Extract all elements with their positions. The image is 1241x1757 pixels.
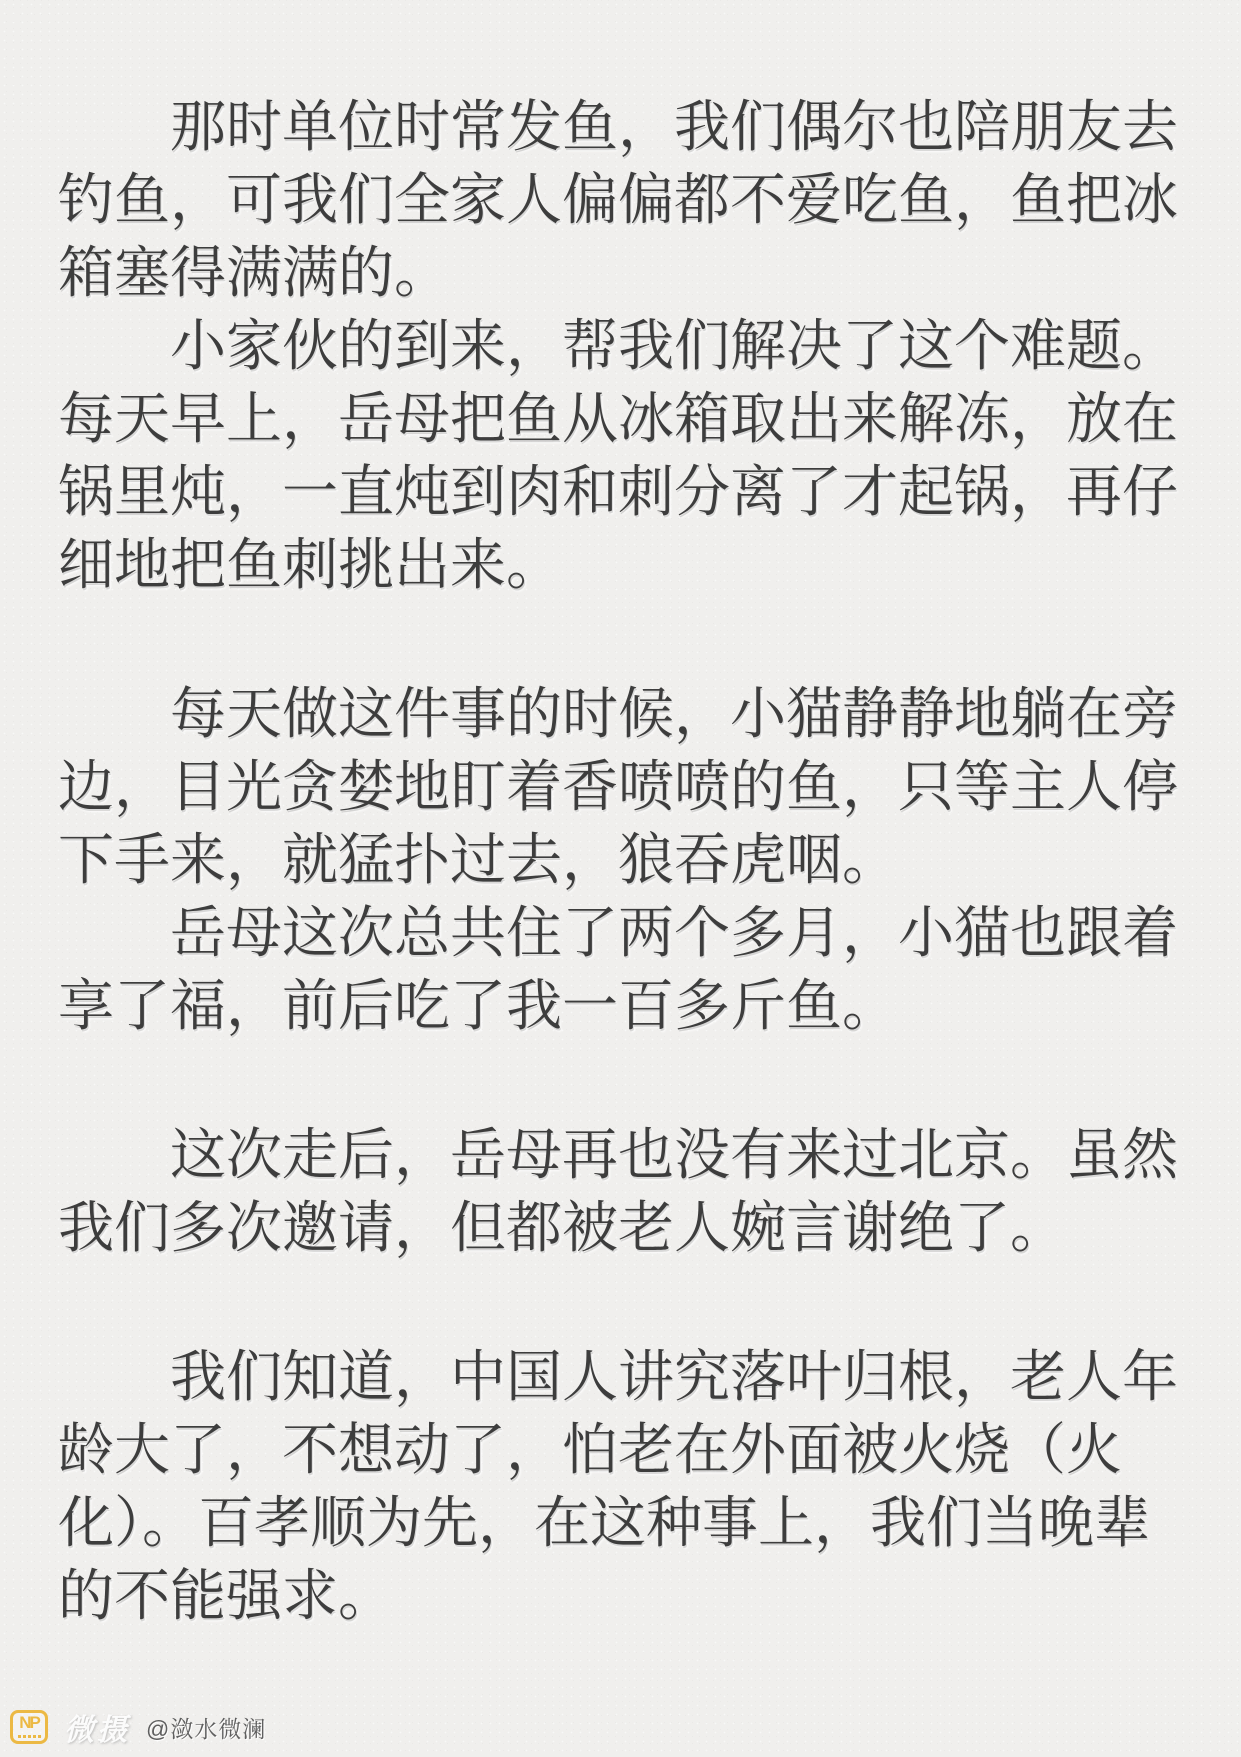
text-section-2 bbox=[58, 677, 1183, 1042]
paragraph: 小家伙的到来，帮我们解决了这个难题。每天早上，岳母把鱼从冰箱取出来解冻，放在锅里炖，一直炖到肉和刺分离了才起锅，再仔细地把鱼刺挑出来。 bbox=[58, 314, 1178, 596]
paragraph: 每天做这件事的时候，小猫静静地躺在旁边，目光贪婪地盯着香喷喷的鱼，只等主人停下手来，就猛扑过去，狼吞虎咽。 bbox=[58, 682, 1178, 891]
filmstrip-dots-icon bbox=[18, 1735, 41, 1738]
text-section-1 bbox=[58, 90, 1183, 601]
author-watermark: @潋水微澜 bbox=[146, 1715, 267, 1742]
paragraph: 我们知道，中国人讲究落叶归根，老人年龄大了，不想动了，怕老在外面被火烧（火化）。百孝顺为先，在这种事上，我们当晚辈的不能强求。 bbox=[58, 1345, 1178, 1627]
np-logo-letters: NP bbox=[19, 1713, 39, 1732]
paragraph: 这次走后，岳母再也没有来过北京。虽然我们多次邀请，但都被老人婉言谢绝了。 bbox=[58, 1123, 1178, 1259]
paragraph: 那时单位时常发鱼，我们偶尔也陪朋友去钓鱼，可我们全家人偏偏都不爱吃鱼，鱼把冰箱塞得满满的。 bbox=[58, 95, 1178, 304]
np-logo-icon bbox=[10, 1710, 48, 1744]
watermark-bar bbox=[10, 1705, 266, 1749]
paragraph: 岳母这次总共住了两个多月，小猫也跟着享了福，前后吃了我一百多斤鱼。 bbox=[58, 901, 1178, 1037]
text-section-3 bbox=[58, 1118, 1183, 1264]
text-section-4 bbox=[58, 1340, 1183, 1632]
brand-watermark: 微摄 bbox=[64, 1714, 130, 1747]
